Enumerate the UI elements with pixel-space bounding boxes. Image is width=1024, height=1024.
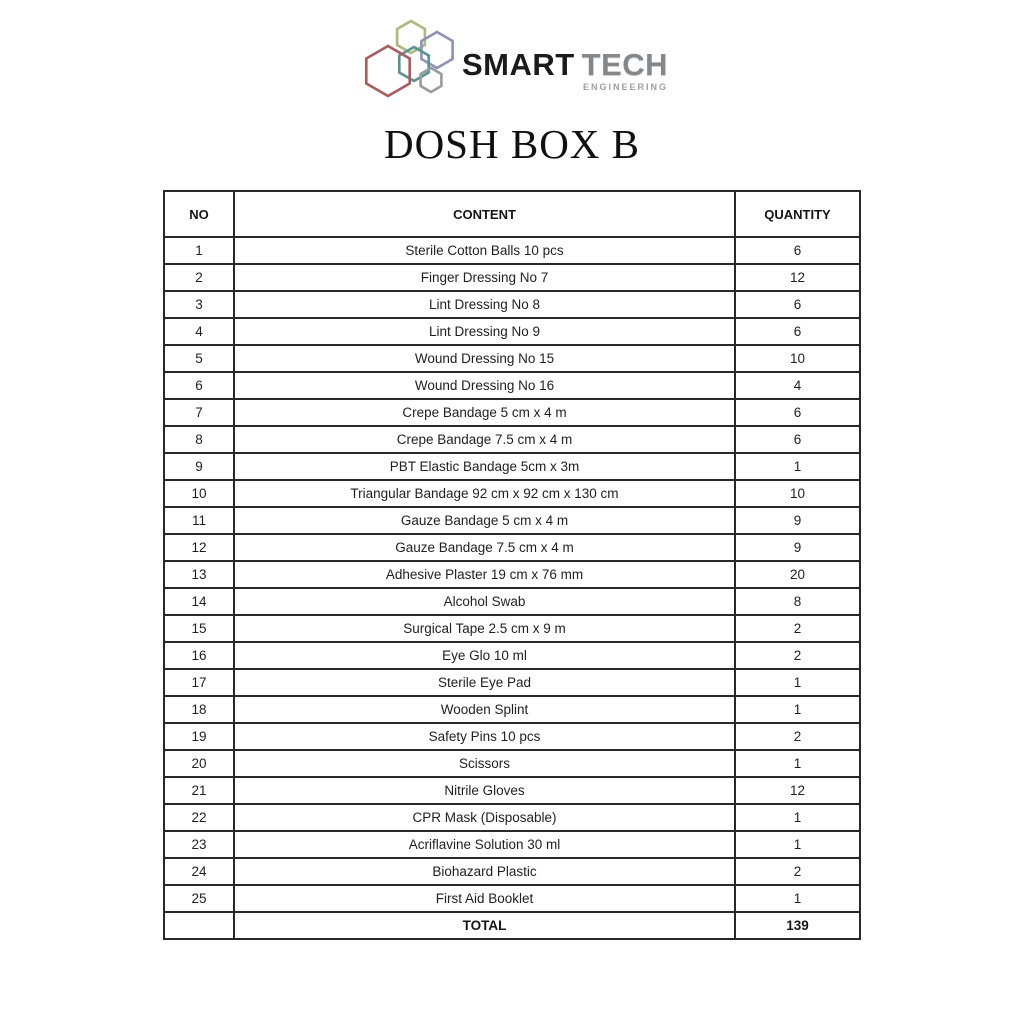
content-cell: Safety Pins 10 pcs	[234, 723, 735, 750]
quantity-cell: 4	[735, 372, 860, 399]
table-row	[164, 372, 860, 399]
quantity-cell: 1	[735, 696, 860, 723]
content-cell: Surgical Tape 2.5 cm x 9 m	[234, 615, 735, 642]
content-cell: Adhesive Plaster 19 cm x 76 mm	[234, 561, 735, 588]
table-row	[164, 723, 860, 750]
table-row	[164, 642, 860, 669]
content-cell: Wound Dressing No 15	[234, 345, 735, 372]
content-cell: Finger Dressing No 7	[234, 264, 735, 291]
content-cell: PBT Elastic Bandage 5cm x 3m	[234, 453, 735, 480]
table-row	[164, 777, 860, 804]
table-row	[164, 615, 860, 642]
table-body	[164, 237, 860, 912]
quantity-cell: 1	[735, 831, 860, 858]
content-cell: Sterile Eye Pad	[234, 669, 735, 696]
content-cell: Triangular Bandage 92 cm x 92 cm x 130 cm	[234, 480, 735, 507]
no-cell: 19	[164, 723, 234, 750]
no-cell: 20	[164, 750, 234, 777]
quantity-cell: 6	[735, 237, 860, 264]
table-header-row	[164, 191, 860, 237]
no-cell: 22	[164, 804, 234, 831]
table-row	[164, 318, 860, 345]
content-cell: Alcohol Swab	[234, 588, 735, 615]
quantity-cell: 10	[735, 480, 860, 507]
no-cell: 18	[164, 696, 234, 723]
table-row	[164, 588, 860, 615]
quantity-cell: 6	[735, 426, 860, 453]
table-row	[164, 750, 860, 777]
no-cell: 4	[164, 318, 234, 345]
content-cell: Scissors	[234, 750, 735, 777]
content-cell: Eye Glo 10 ml	[234, 642, 735, 669]
content-cell: Crepe Bandage 5 cm x 4 m	[234, 399, 735, 426]
table-row	[164, 345, 860, 372]
no-cell: 2	[164, 264, 234, 291]
header-no: NO	[164, 191, 234, 237]
quantity-cell: 2	[735, 723, 860, 750]
table-row	[164, 237, 860, 264]
hexagon-cluster-icon	[356, 16, 460, 104]
quantity-cell: 8	[735, 588, 860, 615]
content-cell: Acriflavine Solution 30 ml	[234, 831, 735, 858]
table-row	[164, 264, 860, 291]
table-row	[164, 291, 860, 318]
quantity-cell: 6	[735, 318, 860, 345]
no-cell: 1	[164, 237, 234, 264]
table-row	[164, 561, 860, 588]
content-cell: First Aid Booklet	[234, 885, 735, 912]
logo	[0, 16, 1024, 108]
content-cell: Crepe Bandage 7.5 cm x 4 m	[234, 426, 735, 453]
content-cell: Lint Dressing No 8	[234, 291, 735, 318]
quantity-cell: 10	[735, 345, 860, 372]
no-cell: 25	[164, 885, 234, 912]
quantity-cell: 12	[735, 264, 860, 291]
table-row	[164, 507, 860, 534]
content-cell: Gauze Bandage 5 cm x 4 m	[234, 507, 735, 534]
table-row	[164, 453, 860, 480]
quantity-cell: 1	[735, 453, 860, 480]
no-cell: 6	[164, 372, 234, 399]
no-cell: 5	[164, 345, 234, 372]
brand-secondary-text: TECH	[581, 47, 669, 82]
quantity-cell: 6	[735, 291, 860, 318]
content-cell: Wooden Splint	[234, 696, 735, 723]
total-label-cell: TOTAL	[234, 912, 735, 939]
quantity-cell: 2	[735, 858, 860, 885]
no-cell: 16	[164, 642, 234, 669]
quantity-cell: 9	[735, 507, 860, 534]
no-cell: 21	[164, 777, 234, 804]
quantity-cell: 9	[735, 534, 860, 561]
no-cell: 9	[164, 453, 234, 480]
quantity-cell: 2	[735, 615, 860, 642]
table-row	[164, 480, 860, 507]
brand-name	[462, 49, 668, 80]
content-cell: Gauze Bandage 7.5 cm x 4 m	[234, 534, 735, 561]
brand-primary-text: SMART	[461, 47, 575, 82]
page-title: DOSH BOX B	[383, 121, 641, 167]
table-row	[164, 669, 860, 696]
table-row	[164, 831, 860, 858]
content-cell: Nitrile Gloves	[234, 777, 735, 804]
no-cell: 8	[164, 426, 234, 453]
content-cell: CPR Mask (Disposable)	[234, 804, 735, 831]
total-row	[164, 912, 860, 939]
quantity-cell: 20	[735, 561, 860, 588]
quantity-cell: 1	[735, 885, 860, 912]
table-row	[164, 534, 860, 561]
header-quantity: QUANTITY	[735, 191, 860, 237]
quantity-cell: 2	[735, 642, 860, 669]
content-table	[163, 190, 861, 940]
content-cell: Wound Dressing No 16	[234, 372, 735, 399]
quantity-cell: 1	[735, 804, 860, 831]
no-cell: 14	[164, 588, 234, 615]
no-cell: 15	[164, 615, 234, 642]
brand-subtitle-text: ENGINEERING	[583, 82, 669, 92]
no-cell: 7	[164, 399, 234, 426]
table-row	[164, 399, 860, 426]
no-cell: 12	[164, 534, 234, 561]
logo-text	[462, 49, 668, 92]
content-cell: Lint Dressing No 9	[234, 318, 735, 345]
no-cell: 23	[164, 831, 234, 858]
header-content: CONTENT	[234, 191, 735, 237]
table-row	[164, 696, 860, 723]
quantity-cell: 6	[735, 399, 860, 426]
table-row	[164, 804, 860, 831]
total-no-cell	[164, 912, 234, 939]
content-cell: Sterile Cotton Balls 10 pcs	[234, 237, 735, 264]
quantity-cell: 1	[735, 750, 860, 777]
no-cell: 17	[164, 669, 234, 696]
no-cell: 13	[164, 561, 234, 588]
total-value-cell: 139	[735, 912, 860, 939]
table-row	[164, 426, 860, 453]
no-cell: 3	[164, 291, 234, 318]
content-cell: Biohazard Plastic	[234, 858, 735, 885]
no-cell: 10	[164, 480, 234, 507]
no-cell: 11	[164, 507, 234, 534]
no-cell: 24	[164, 858, 234, 885]
table-row	[164, 858, 860, 885]
quantity-cell: 1	[735, 669, 860, 696]
quantity-cell: 12	[735, 777, 860, 804]
table-row	[164, 885, 860, 912]
